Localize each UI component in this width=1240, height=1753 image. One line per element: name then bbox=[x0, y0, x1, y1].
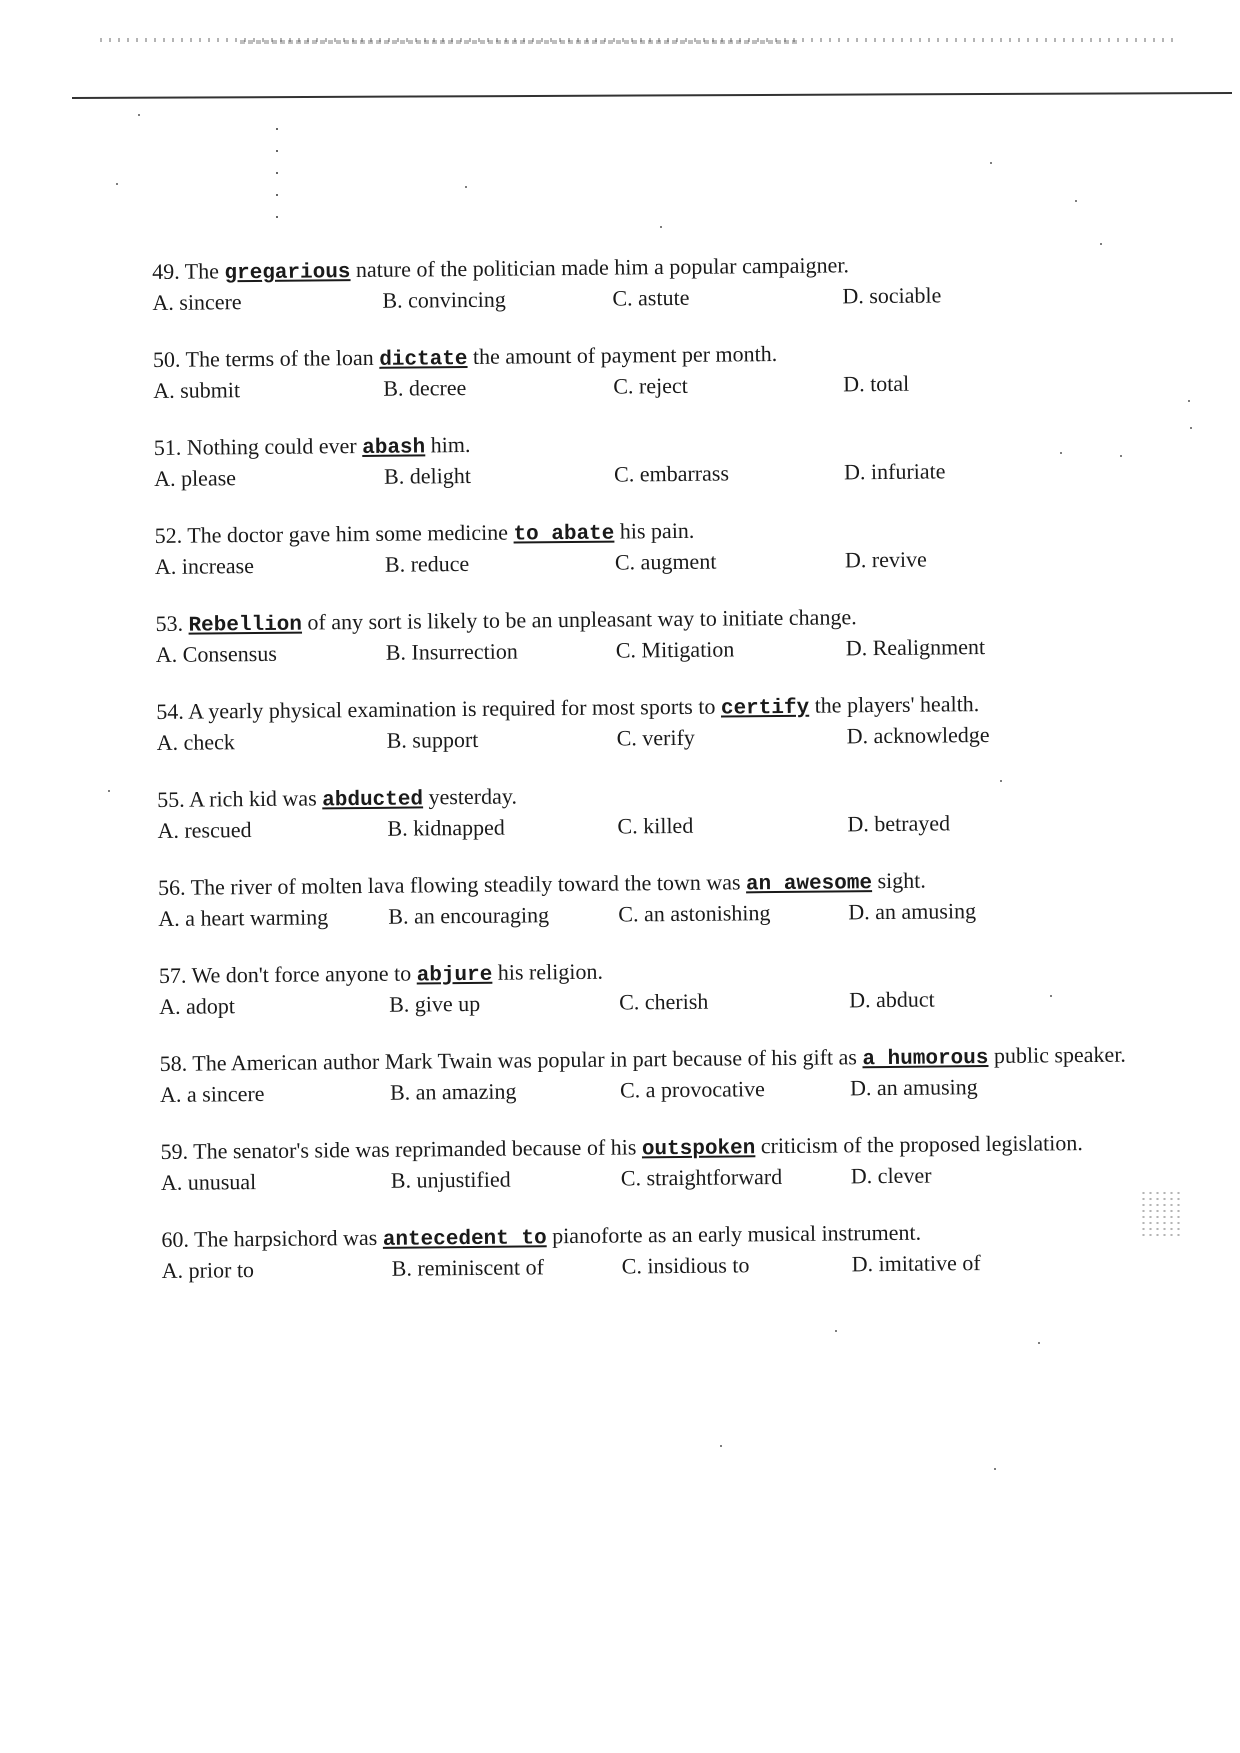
scan-speck bbox=[835, 1330, 837, 1332]
stem-text: the players' health. bbox=[809, 691, 980, 718]
option-a: A. submit bbox=[153, 377, 241, 403]
stem-text: The senator's side was reprimanded because of his bbox=[193, 1134, 642, 1164]
option-c: C. reject bbox=[613, 372, 688, 399]
question-number: 55. bbox=[157, 786, 185, 812]
option-c: C. straightforward bbox=[620, 1163, 783, 1191]
stem-text: yesterday. bbox=[422, 783, 518, 810]
stem-text: of any sort is likely to be an unpleasant way to initiate change. bbox=[301, 604, 857, 635]
question-number: 57. bbox=[158, 962, 187, 988]
option-b: B. reminiscent of bbox=[391, 1254, 544, 1281]
option-a: A. please bbox=[153, 465, 237, 491]
option-c: C. astute bbox=[612, 284, 690, 311]
option-c: C. Mitigation bbox=[615, 636, 735, 663]
option-c: C. an astonishing bbox=[618, 900, 771, 927]
stem-text: The river of molten lava flowing steadily toward the town was bbox=[190, 869, 747, 900]
stem-text: The harpsichord was bbox=[193, 1224, 383, 1252]
stem-text: The terms of the loan bbox=[185, 344, 380, 372]
option-b: B. kidnapped bbox=[387, 814, 505, 841]
question-56 bbox=[158, 865, 1139, 933]
option-a: A. unusual bbox=[160, 1169, 257, 1195]
keyword: gregarious bbox=[224, 261, 351, 286]
option-b: B. convincing bbox=[382, 286, 506, 313]
keyword: outspoken bbox=[641, 1137, 756, 1162]
stem-text: the amount of payment per month. bbox=[467, 341, 778, 369]
stem-text: The American author Mark Twain was popular in part because of his gift as bbox=[192, 1044, 863, 1076]
stem-text: The doctor gave him some medicine bbox=[187, 519, 514, 548]
keyword: dictate bbox=[379, 347, 468, 372]
option-c: C. a provocative bbox=[619, 1076, 765, 1103]
scan-speck bbox=[465, 186, 467, 188]
scan-speck bbox=[720, 1445, 722, 1447]
question-number: 59. bbox=[160, 1138, 189, 1164]
header-rule bbox=[72, 92, 1232, 99]
question-number: 58. bbox=[159, 1050, 188, 1076]
stem-text: his religion. bbox=[492, 958, 604, 985]
question-49 bbox=[152, 249, 1133, 317]
option-d: D. abduct bbox=[849, 986, 935, 1013]
option-a: A. sincere bbox=[152, 289, 242, 315]
scan-stain bbox=[1140, 1190, 1184, 1240]
option-a: A. Consensus bbox=[155, 640, 277, 667]
option-d: D. an amusing bbox=[848, 898, 977, 925]
scan-speck bbox=[660, 226, 662, 228]
question-number: 52. bbox=[154, 522, 183, 548]
option-b: B. reduce bbox=[384, 550, 470, 577]
option-c: C. insidious to bbox=[621, 1252, 750, 1279]
option-b: B. delight bbox=[383, 462, 472, 489]
option-b: B. Insurrection bbox=[385, 638, 518, 665]
question-number: 50. bbox=[152, 346, 181, 372]
option-c: C. embarrass bbox=[613, 460, 730, 487]
keyword: certify bbox=[720, 696, 810, 721]
question-number: 54. bbox=[156, 698, 184, 724]
stem-text: The bbox=[184, 258, 225, 284]
scan-noise-top-dense bbox=[240, 40, 800, 44]
option-d: D. an amusing bbox=[849, 1074, 978, 1101]
option-b: B. unjustified bbox=[390, 1166, 511, 1193]
stem-text: his pain. bbox=[614, 517, 695, 544]
option-d: D. sociable bbox=[842, 282, 942, 309]
option-a: A. a sincere bbox=[159, 1080, 265, 1107]
scan-speck bbox=[994, 1468, 996, 1470]
option-a: A. increase bbox=[154, 553, 255, 579]
question-number: 51. bbox=[153, 434, 182, 460]
scan-speck bbox=[1188, 400, 1190, 402]
question-number: 60. bbox=[161, 1226, 190, 1252]
stem-text: A rich kid was bbox=[188, 785, 323, 812]
stem-text: him. bbox=[425, 431, 471, 458]
question-60 bbox=[161, 1217, 1142, 1285]
question-58 bbox=[160, 1041, 1141, 1109]
keyword: antecedent to bbox=[382, 1227, 547, 1252]
scan-speck bbox=[1190, 427, 1192, 429]
option-c: C. killed bbox=[617, 812, 694, 839]
question-54 bbox=[156, 689, 1137, 757]
question-53 bbox=[155, 601, 1136, 669]
keyword: abducted bbox=[322, 788, 424, 813]
stem-text: nature of the politician made him a popular campaigner. bbox=[350, 252, 850, 283]
option-d: D. Realignment bbox=[845, 634, 986, 661]
question-list bbox=[152, 249, 1142, 1314]
question-55 bbox=[157, 777, 1138, 845]
option-c: C. verify bbox=[616, 724, 695, 751]
option-b: B. decree bbox=[383, 374, 467, 401]
option-d: D. betrayed bbox=[847, 810, 951, 837]
question-number: 56. bbox=[157, 874, 186, 900]
scan-speck bbox=[116, 183, 118, 185]
stem-text: We don't force anyone to bbox=[191, 960, 417, 988]
scan-speck bbox=[138, 114, 140, 116]
keyword: abash bbox=[362, 436, 426, 460]
question-50 bbox=[153, 337, 1134, 405]
option-b: B. an encouraging bbox=[388, 902, 550, 929]
stem-text: A yearly physical examination is required for most sports to bbox=[188, 693, 722, 724]
option-a: A. adopt bbox=[159, 993, 236, 1019]
stem-text: public speaker. bbox=[988, 1041, 1126, 1069]
option-c: C. augment bbox=[614, 548, 717, 575]
stem-text: Nothing could ever bbox=[186, 432, 363, 460]
option-d: D. revive bbox=[844, 546, 927, 573]
option-a: A. check bbox=[156, 729, 235, 755]
option-d: D. total bbox=[843, 370, 910, 397]
scan-speck bbox=[108, 790, 110, 792]
option-d: D. infuriate bbox=[843, 458, 946, 485]
scan-speck bbox=[1075, 200, 1077, 202]
option-d: D. clever bbox=[850, 1162, 932, 1189]
option-d: D. acknowledge bbox=[846, 721, 990, 749]
stem-text: pianoforte as an early musical instrument. bbox=[546, 1219, 922, 1249]
stem-text: criticism of the proposed legislation. bbox=[755, 1130, 1083, 1159]
question-number: 53. bbox=[155, 610, 184, 636]
option-a: A. rescued bbox=[157, 817, 252, 843]
option-a: A. a heart warming bbox=[158, 904, 329, 931]
scan-noise-dotted-line bbox=[276, 128, 278, 238]
keyword: abjure bbox=[416, 963, 493, 988]
option-d: D. imitative of bbox=[851, 1250, 981, 1277]
option-b: B. an amazing bbox=[389, 1078, 517, 1105]
keyword: to abate bbox=[513, 522, 615, 547]
option-b: B. give up bbox=[389, 990, 481, 1017]
keyword: Rebellion bbox=[188, 613, 303, 638]
option-c: C. cherish bbox=[619, 988, 709, 1015]
question-52 bbox=[155, 513, 1136, 581]
stem-text: sight. bbox=[871, 867, 926, 894]
question-51 bbox=[154, 425, 1135, 493]
keyword: an awesome bbox=[745, 872, 873, 897]
keyword: a humorous bbox=[862, 1047, 989, 1072]
question-57 bbox=[159, 953, 1140, 1021]
question-number: 49. bbox=[152, 258, 180, 284]
scan-speck bbox=[990, 162, 992, 164]
scan-speck bbox=[1038, 1342, 1040, 1344]
question-59 bbox=[160, 1129, 1141, 1197]
option-b: B. support bbox=[386, 726, 479, 753]
option-a: A. prior to bbox=[161, 1257, 255, 1283]
scan-speck bbox=[1100, 243, 1102, 245]
